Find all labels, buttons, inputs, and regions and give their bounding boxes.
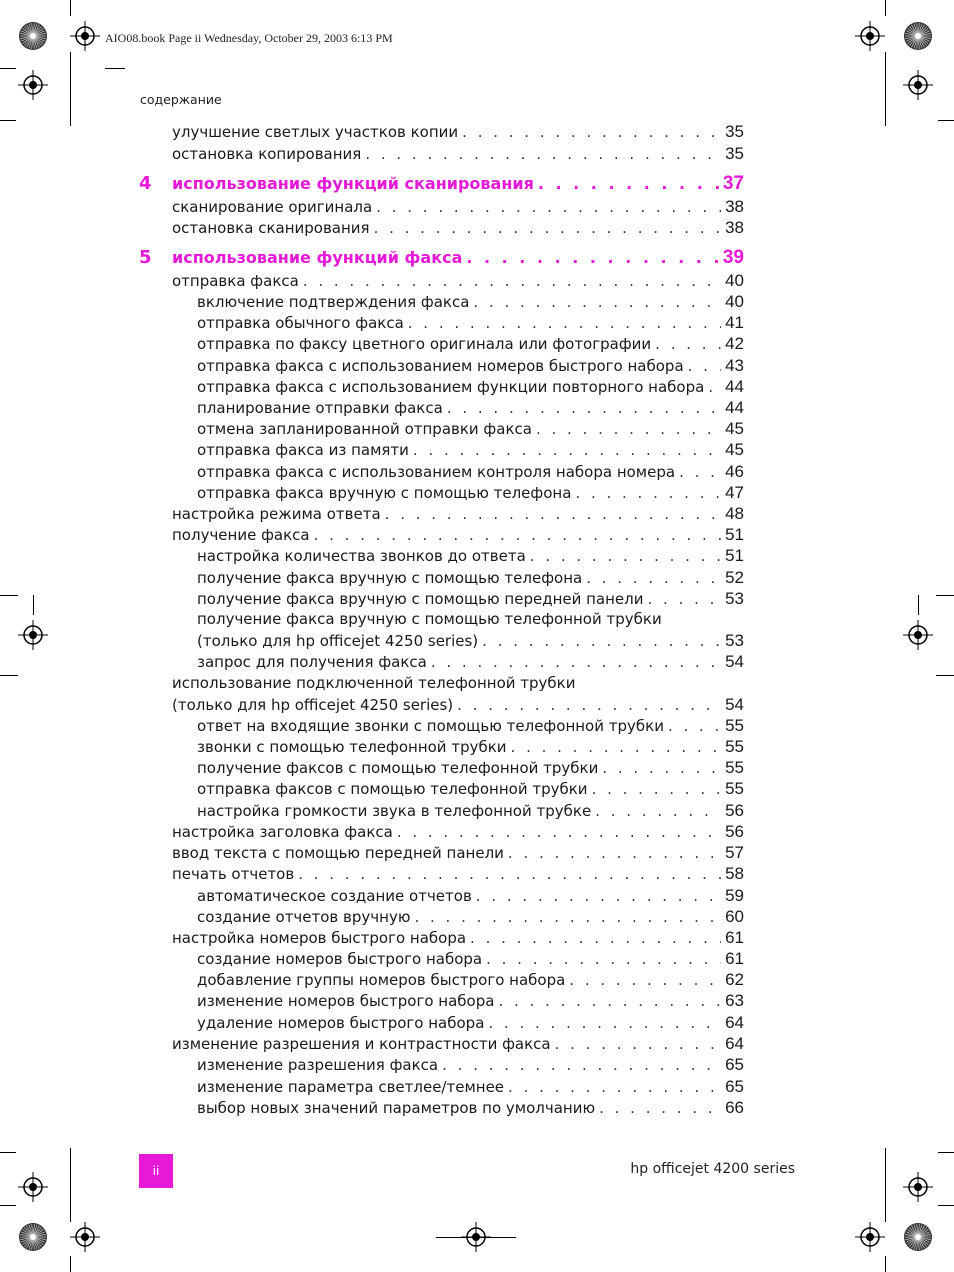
toc-entry[interactable] (172, 821, 744, 842)
toc-entry[interactable] (172, 673, 744, 694)
toc-entry-page: 55 (725, 779, 744, 798)
chapter-number: 5 (139, 247, 152, 268)
toc-entry-title: использование подключенной телефонной трубки (172, 674, 576, 692)
toc-entry-page: 65 (725, 1055, 744, 1074)
toc-entry-page: 37 (722, 173, 744, 194)
toc-entry-title: получение факса (172, 526, 310, 544)
toc-entry-page: 55 (725, 716, 744, 735)
toc-entry-page: 46 (725, 462, 744, 481)
toc-entry[interactable] (197, 651, 744, 672)
toc-leader-dots (473, 292, 721, 312)
toc-leader-dots (708, 377, 721, 397)
toc-entry-title: отмена запланированной отправки факса (197, 420, 532, 438)
toc-entry-title: использование функций сканирования (172, 174, 534, 193)
registration-mark-icon (855, 21, 885, 51)
registration-mark-icon (70, 21, 100, 51)
product-name: hp officejet 4200 series (630, 1161, 795, 1177)
toc-entry[interactable] (172, 217, 744, 238)
crop-mark (936, 595, 954, 596)
toc-entry-page: 40 (725, 271, 744, 290)
section-label: содержание (140, 92, 222, 107)
toc-entry-title: изменение параметра светлее/темнее (197, 1078, 505, 1096)
toc-entry-title: получение факса вручную с помощью телефонной трубки (197, 610, 662, 628)
toc-leader-dots (486, 949, 721, 969)
crop-mark (0, 595, 18, 596)
toc-entry-page: 64 (725, 1034, 744, 1053)
toc-entry-page: 64 (725, 1013, 744, 1032)
toc-entry[interactable] (172, 1033, 744, 1054)
toc-entry-page: 42 (725, 334, 744, 353)
print-header: AIO08.book Page ii Wednesday, October 29, 2003 6:13 PM (105, 31, 393, 45)
toc-entry[interactable] (172, 143, 744, 164)
crop-mark (885, 0, 886, 16)
toc-entry[interactable] (197, 757, 744, 778)
toc-leader-dots (511, 737, 722, 757)
toc-leader-dots (536, 419, 721, 439)
toc-leader-dots (385, 504, 721, 524)
toc-entry[interactable] (197, 397, 744, 418)
toc-leader-dots (365, 144, 721, 164)
toc-entry-page: 59 (725, 886, 744, 905)
toc-entry-title: настройка громкости звука в телефонной трубке (197, 802, 592, 820)
toc-entry-title: создание отчетов вручную (197, 908, 411, 926)
toc-entry-title: отправка факса вручную с помощью телефона (197, 484, 572, 502)
toc-leader-dots (462, 122, 721, 142)
page-number-badge (139, 1154, 173, 1188)
toc-entry-page: 53 (725, 589, 744, 608)
toc-entry-title: (только для hp officejet 4250 series) (172, 696, 454, 714)
toc-leader-dots (599, 1098, 721, 1118)
crop-mark (0, 1152, 16, 1153)
toc-entry[interactable] (172, 694, 744, 715)
toc-entry[interactable] (197, 439, 744, 460)
crop-mark (70, 1148, 71, 1222)
crop-mark (0, 675, 18, 676)
toc-leader-dots (314, 525, 721, 545)
toc-entry[interactable] (172, 121, 744, 142)
toc-entry-title: отправка факса из памяти (197, 441, 409, 459)
toc-leader-dots (413, 440, 721, 460)
toc-entry-page: 56 (725, 822, 744, 841)
toc-entry[interactable] (197, 333, 744, 354)
toc-entry-title: ответ на входящие звонки с помощью телефонной трубки (197, 717, 664, 735)
toc-entry-page: 66 (725, 1098, 744, 1117)
toc-entry[interactable] (197, 1097, 744, 1118)
toc-entry-page: 35 (725, 122, 744, 141)
registration-mark-icon (855, 1222, 885, 1252)
toc-entry-page: 38 (725, 197, 744, 216)
toc-chapter-entry[interactable] (172, 172, 744, 196)
toc-leader-dots (555, 1034, 721, 1054)
toc-entry-title: отправка факса с использованием контроля набора номера (197, 463, 676, 481)
toc-chapter-entry[interactable] (172, 246, 744, 270)
toc-entry[interactable] (172, 927, 744, 948)
toc-leader-dots (655, 334, 721, 354)
toc-entry[interactable] (197, 418, 744, 439)
toc-entry[interactable] (197, 630, 744, 651)
toc-entry-page: 55 (725, 737, 744, 756)
registration-mark-icon (903, 70, 933, 100)
toc-entry-page: 40 (725, 292, 744, 311)
crop-mark (885, 1148, 886, 1222)
toc-entry-title: удаление номеров быстрого набора (197, 1014, 485, 1032)
toc-entry-title: настройка номеров быстрого набора (172, 929, 467, 947)
crop-mark (33, 595, 34, 615)
registration-mark-icon (70, 1222, 100, 1252)
toc-entry[interactable] (197, 312, 744, 333)
toc-entry[interactable] (197, 969, 744, 990)
toc-entry[interactable] (197, 1012, 744, 1033)
toc-entry-title: отправка по факсу цветного оригинала или фотографии (197, 335, 652, 353)
toc-leader-dots (508, 843, 721, 863)
toc-entry[interactable] (172, 863, 744, 884)
toc-entry-page: 35 (725, 144, 744, 163)
toc-entry[interactable] (172, 842, 744, 863)
toc-leader-dots (668, 716, 721, 736)
toc-entry-title: отправка факса (172, 272, 299, 290)
toc-entry-title: добавление группы номеров быстрого набора (197, 971, 566, 989)
toc-entry[interactable] (197, 800, 744, 821)
color-target-icon (903, 21, 933, 51)
toc-entry-title: отправка факса с использованием функции повторного набора (197, 378, 705, 396)
toc-entry-title: использование функций факса (172, 248, 463, 267)
registration-mark-icon (903, 1172, 933, 1202)
toc-entry-title: настройка количества звонков до ответа (197, 547, 526, 565)
crop-mark (70, 1256, 71, 1272)
registration-mark-icon (18, 620, 48, 650)
toc-leader-dots (376, 197, 721, 217)
toc-entry-page: 39 (722, 247, 744, 268)
toc-entry[interactable] (172, 270, 744, 291)
toc-leader-dots (602, 758, 721, 778)
toc-entry-page: 60 (725, 907, 744, 926)
toc-entry[interactable] (197, 736, 744, 757)
toc-leader-dots (595, 801, 721, 821)
toc-entry-title: получение факсов с помощью телефонной трубки (197, 759, 599, 777)
toc-leader-dots (575, 483, 721, 503)
toc-entry-page: 58 (725, 864, 744, 883)
toc-entry-title: выбор новых значений параметров по умолчанию (197, 1099, 596, 1117)
toc-entry-page: 53 (725, 631, 744, 650)
toc-entry[interactable] (197, 990, 744, 1011)
toc-leader-dots (447, 398, 721, 418)
toc-entry[interactable] (197, 906, 744, 927)
toc-entry-title: отправка факсов с помощью телефонной трубки (197, 780, 588, 798)
crop-mark (885, 52, 886, 126)
chapter-number: 4 (139, 173, 152, 194)
crop-mark (0, 1205, 16, 1206)
toc-entry-page: 47 (725, 483, 744, 502)
toc-leader-dots (414, 907, 721, 927)
toc-entry-page: 43 (725, 356, 744, 375)
toc-entry-page: 44 (725, 377, 744, 396)
toc-entry[interactable] (197, 545, 744, 566)
toc-entry[interactable] (197, 291, 744, 312)
toc-leader-dots (688, 356, 721, 376)
toc-entry-title: запрос для получения факса (197, 653, 427, 671)
toc-entry-page: 54 (725, 652, 744, 671)
toc-entry-page: 52 (725, 568, 744, 587)
toc-entry[interactable] (197, 1076, 744, 1097)
toc-entry-page: 62 (725, 970, 744, 989)
toc-entry-page: 55 (725, 758, 744, 777)
toc-entry-page: 44 (725, 398, 744, 417)
toc-entry-title: настройка заголовка факса (172, 823, 393, 841)
toc-leader-dots (508, 1077, 721, 1097)
toc-entry-page: 61 (725, 928, 744, 947)
toc-entry[interactable] (197, 482, 744, 503)
crop-mark (938, 1152, 954, 1153)
toc-entry[interactable] (172, 503, 744, 524)
toc-entry-title: сканирование оригинала (172, 198, 373, 216)
crop-mark (70, 0, 71, 16)
toc-leader-dots (431, 652, 721, 672)
toc-entry-title: получение факса вручную с помощью передней панели (197, 590, 644, 608)
crop-mark (0, 68, 16, 69)
toc-leader-dots (679, 462, 721, 482)
toc-entry[interactable] (197, 885, 744, 906)
toc-entry-page: 48 (725, 504, 744, 523)
crop-mark (938, 120, 954, 121)
page-number: ii (152, 1164, 160, 1178)
toc-entry[interactable] (197, 588, 744, 609)
toc-leader-dots (476, 886, 721, 906)
toc-entry-page: 38 (725, 218, 744, 237)
toc-leader-dots (569, 970, 721, 990)
toc-entry-page: 45 (725, 419, 744, 438)
crop-mark (436, 1237, 516, 1238)
crop-mark (885, 1256, 886, 1272)
crop-mark (918, 595, 919, 615)
toc-entry-title: изменение разрешения и контрастности факса (172, 1035, 551, 1053)
toc-leader-dots (498, 991, 721, 1011)
crop-mark (0, 120, 16, 121)
crop-mark (70, 52, 71, 126)
toc-entry[interactable] (172, 196, 744, 217)
toc-leader-dots (648, 589, 722, 609)
toc-entry[interactable] (197, 1054, 744, 1075)
toc-entry-title: изменение номеров быстрого набора (197, 992, 495, 1010)
toc-leader-dots (530, 546, 721, 566)
toc-entry[interactable] (197, 948, 744, 969)
toc-entry-title: улучшение светлых участков копии (172, 123, 459, 141)
color-target-icon (18, 21, 48, 51)
toc-entry[interactable] (197, 778, 744, 799)
toc-entry-title: отправка факса с использованием номеров быстрого набора (197, 357, 684, 375)
toc-entry-page: 41 (725, 313, 744, 332)
toc-leader-dots (488, 1013, 721, 1033)
toc-leader-dots (592, 779, 722, 799)
toc-entry-title: настройка режима ответа (172, 505, 381, 523)
crop-mark (105, 68, 125, 69)
toc-leader-dots (442, 1055, 721, 1075)
toc-leader-dots (482, 631, 721, 651)
registration-mark-icon (18, 70, 48, 100)
toc-entry-page: 54 (725, 695, 744, 714)
toc-leader-dots (303, 271, 721, 291)
toc-entry-title: (только для hp officejet 4250 series) (197, 632, 479, 650)
toc-entry-page: 51 (725, 525, 744, 544)
toc-entry-page: 45 (725, 440, 744, 459)
toc-entry-title: остановка копирования (172, 145, 362, 163)
registration-mark-icon (18, 1172, 48, 1202)
color-target-icon (18, 1222, 48, 1252)
toc-leader-dots (586, 568, 721, 588)
toc-leader-dots (408, 313, 721, 333)
toc-entry-title: звонки с помощью телефонной трубки (197, 738, 507, 756)
toc-entry-page: 63 (725, 991, 744, 1010)
toc-entry[interactable] (197, 376, 744, 397)
toc-entry[interactable] (172, 524, 744, 545)
toc-entry[interactable] (197, 567, 744, 588)
toc-entry-title: создание номеров быстрого набора (197, 950, 483, 968)
toc-entry-page: 51 (725, 546, 744, 565)
toc-entry-title: печать отчетов (172, 865, 295, 883)
registration-mark-icon (903, 620, 933, 650)
toc-entry-title: получение факса вручную с помощью телефона (197, 569, 583, 587)
toc-entry-title: изменение разрешения факса (197, 1056, 439, 1074)
toc-leader-dots (538, 172, 719, 196)
toc-entry-page: 65 (725, 1077, 744, 1096)
toc-leader-dots (470, 928, 721, 948)
toc-entry[interactable] (197, 715, 744, 736)
toc-entry-page: 57 (725, 843, 744, 862)
toc-entry-title: ввод текста с помощью передней панели (172, 844, 504, 862)
toc-entry-title: планирование отправки факса (197, 399, 443, 417)
toc-leader-dots (374, 218, 722, 238)
crop-mark (938, 1205, 954, 1206)
toc-leader-dots (466, 246, 719, 270)
toc-entry-title: включение подтверждения факса (197, 293, 470, 311)
toc-leader-dots (397, 822, 721, 842)
toc-entry-page: 56 (725, 801, 744, 820)
toc-entry-title: остановка сканирования (172, 219, 370, 237)
crop-mark (936, 675, 954, 676)
toc-entry[interactable] (197, 461, 744, 482)
toc-entry[interactable] (197, 609, 744, 630)
toc-entry-page: 61 (725, 949, 744, 968)
color-target-icon (903, 1222, 933, 1252)
toc-leader-dots (457, 695, 721, 715)
toc-leader-dots (298, 864, 721, 884)
toc-entry-title: отправка обычного факса (197, 314, 404, 332)
toc-entry-title: автоматическое создание отчетов (197, 887, 472, 905)
toc-entry[interactable] (197, 355, 744, 376)
